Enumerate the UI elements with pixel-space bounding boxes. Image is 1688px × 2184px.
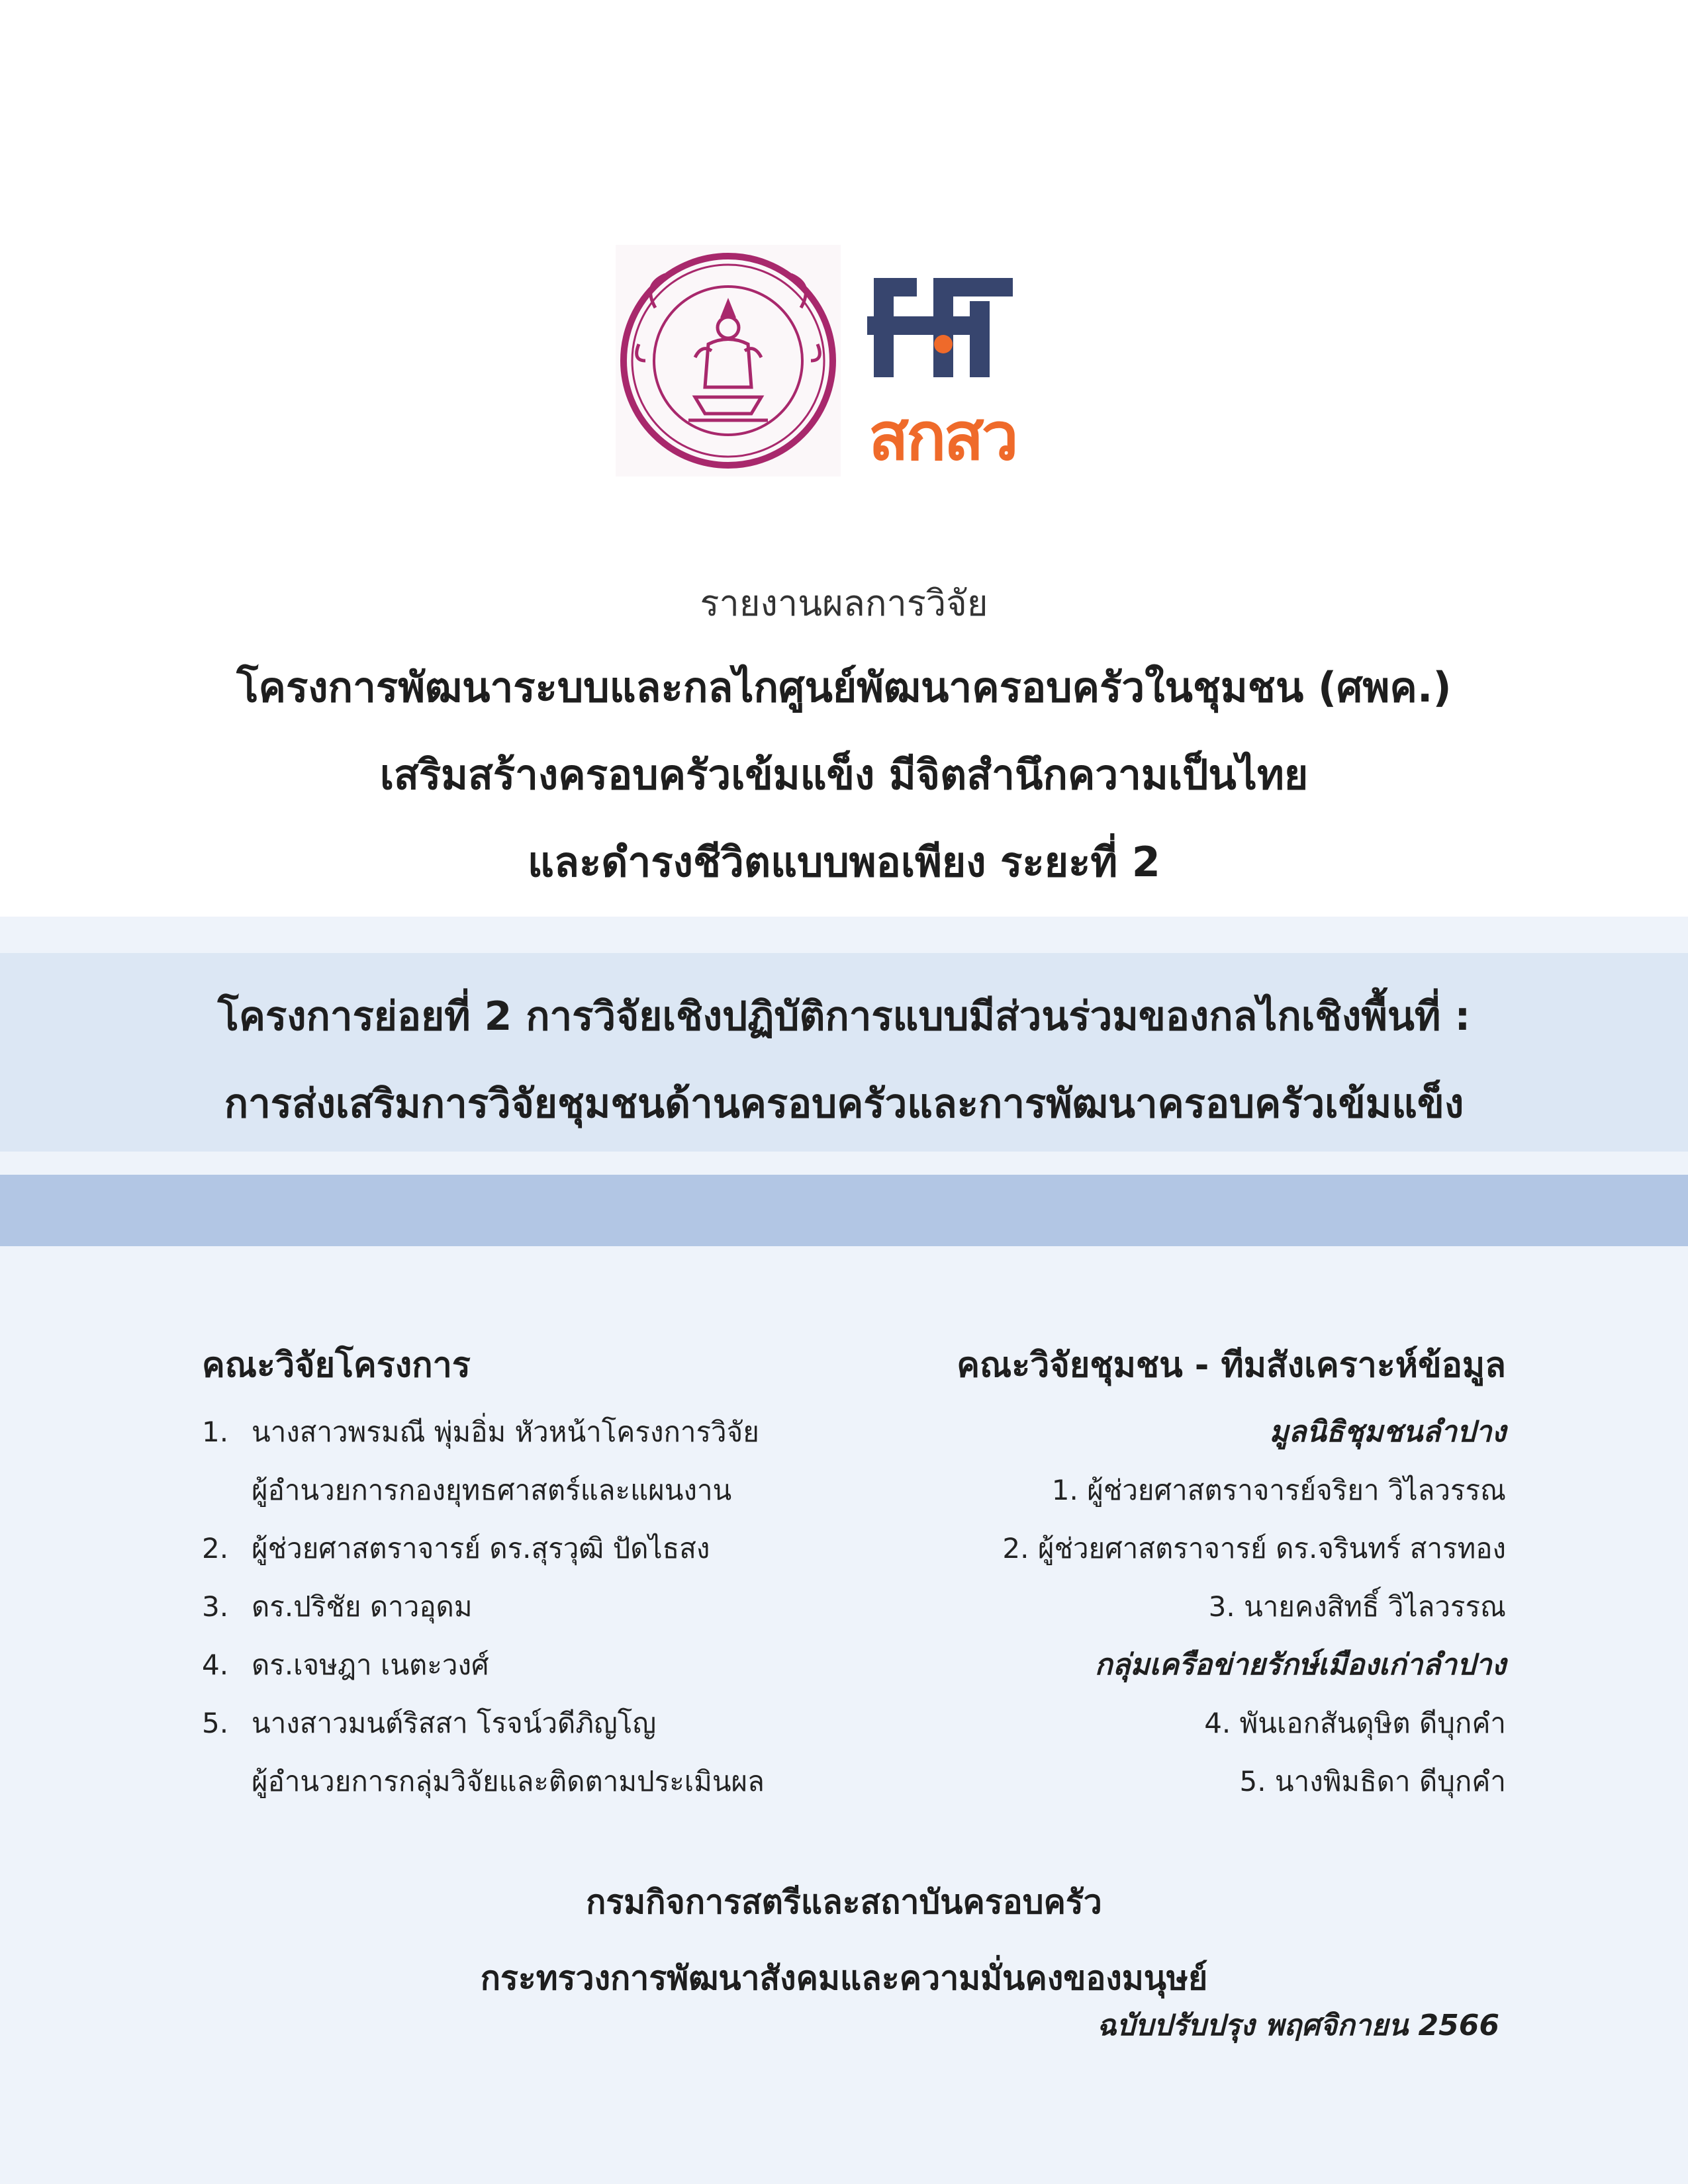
- org-name: กลุ่มเครือข่ายรักษ์เมืองเก่าลำปาง: [1094, 1648, 1506, 1682]
- subproject-title-line-1: โครงการย่อยที่ 2 การวิจัยเชิงปฏิบัติการแบบมีส่วนร่วมของกลไกเชิงพื้นที่ :: [217, 993, 1471, 1040]
- subproject-title-line-2: การส่งเสริมการวิจัยชุมชนด้านครอบครัวและการพัฒนาครอบครัวเข้มแข็ง: [224, 1081, 1464, 1127]
- list-item: 5. นางพิมธิดา ดีบุกคำ: [1239, 1765, 1506, 1797]
- list-item: 4. ดร.เจษฎา เนตะวงศ์: [202, 1649, 489, 1681]
- department-name: กรมกิจการสตรีและสถาบันครอบครัว: [586, 1883, 1102, 1921]
- list-item: 5. นางสาวมนต์ริสสา โรจน์วดีภิญโญ ผู้อำนวยการกลุ่มวิจัยและติดตามประเมินผล: [202, 1707, 765, 1797]
- org-name: มูลนิธิชุมชนลำปาง: [1269, 1415, 1506, 1449]
- list-item: 3. นายคงสิทธิ์ วิไลวรรณ: [1208, 1590, 1506, 1623]
- list-item: 3. ดร.ปริชัย ดาวอุดม: [202, 1590, 473, 1623]
- list-item: 2. ผู้ช่วยศาสตราจารย์ ดร.จรินทร์ สารทอง: [1002, 1532, 1506, 1565]
- list-item: 4. พันเอกสันดุษิต ดีบุกคำ: [1204, 1707, 1506, 1739]
- project-team-heading: คณะวิจัยโครงการ: [202, 1345, 471, 1385]
- list-item: 2. ผู้ช่วยศาสตราจารย์ ดร.สุรวุฒิ ปัดไธสง: [202, 1532, 710, 1565]
- community-team-heading: คณะวิจัยชุมชน - ทีมสังเคราะห์ข้อมูล: [957, 1345, 1506, 1385]
- logo-group: [616, 245, 1079, 490]
- project-title-line-1: โครงการพัฒนาระบบและกลไกศูนย์พัฒนาครอบครัวในชุมชน (ศพค.): [236, 663, 1452, 711]
- divider-band: [0, 1175, 1688, 1246]
- community-team: [679, 1337, 1506, 1811]
- ministry-name: กระทรวงการพัฒนาสังคมและความมั่นคงของมนุษย์: [480, 1959, 1208, 1997]
- royal-seal-icon: [616, 245, 841, 477]
- list-item: 1. นางสาวพรมณี พุ่มอิ่ม หัวหน้าโครงการวิจัย ผู้อำนวยการกองยุทธศาสตร์และแผนงาน: [202, 1416, 759, 1506]
- list-item: 1. ผู้ช่วยศาสตราจารย์จริยา วิไลวรรณ: [1051, 1474, 1506, 1506]
- project-title-line-2: เสริมสร้างครอบครัวเข้มแข็ง มีจิตสำนึกความเป็นไทย: [379, 751, 1309, 799]
- report-label: รายงานผลการวิจัย: [700, 582, 988, 624]
- project-title-line-3: และดำรงชีวิตแบบพอเพียง ระยะที่ 2: [528, 838, 1160, 886]
- tsri-wordmark: สกสว: [868, 398, 1016, 475]
- version-note: ฉบับปรับปรุง พฤศจิกายน 2566: [1096, 2009, 1499, 2042]
